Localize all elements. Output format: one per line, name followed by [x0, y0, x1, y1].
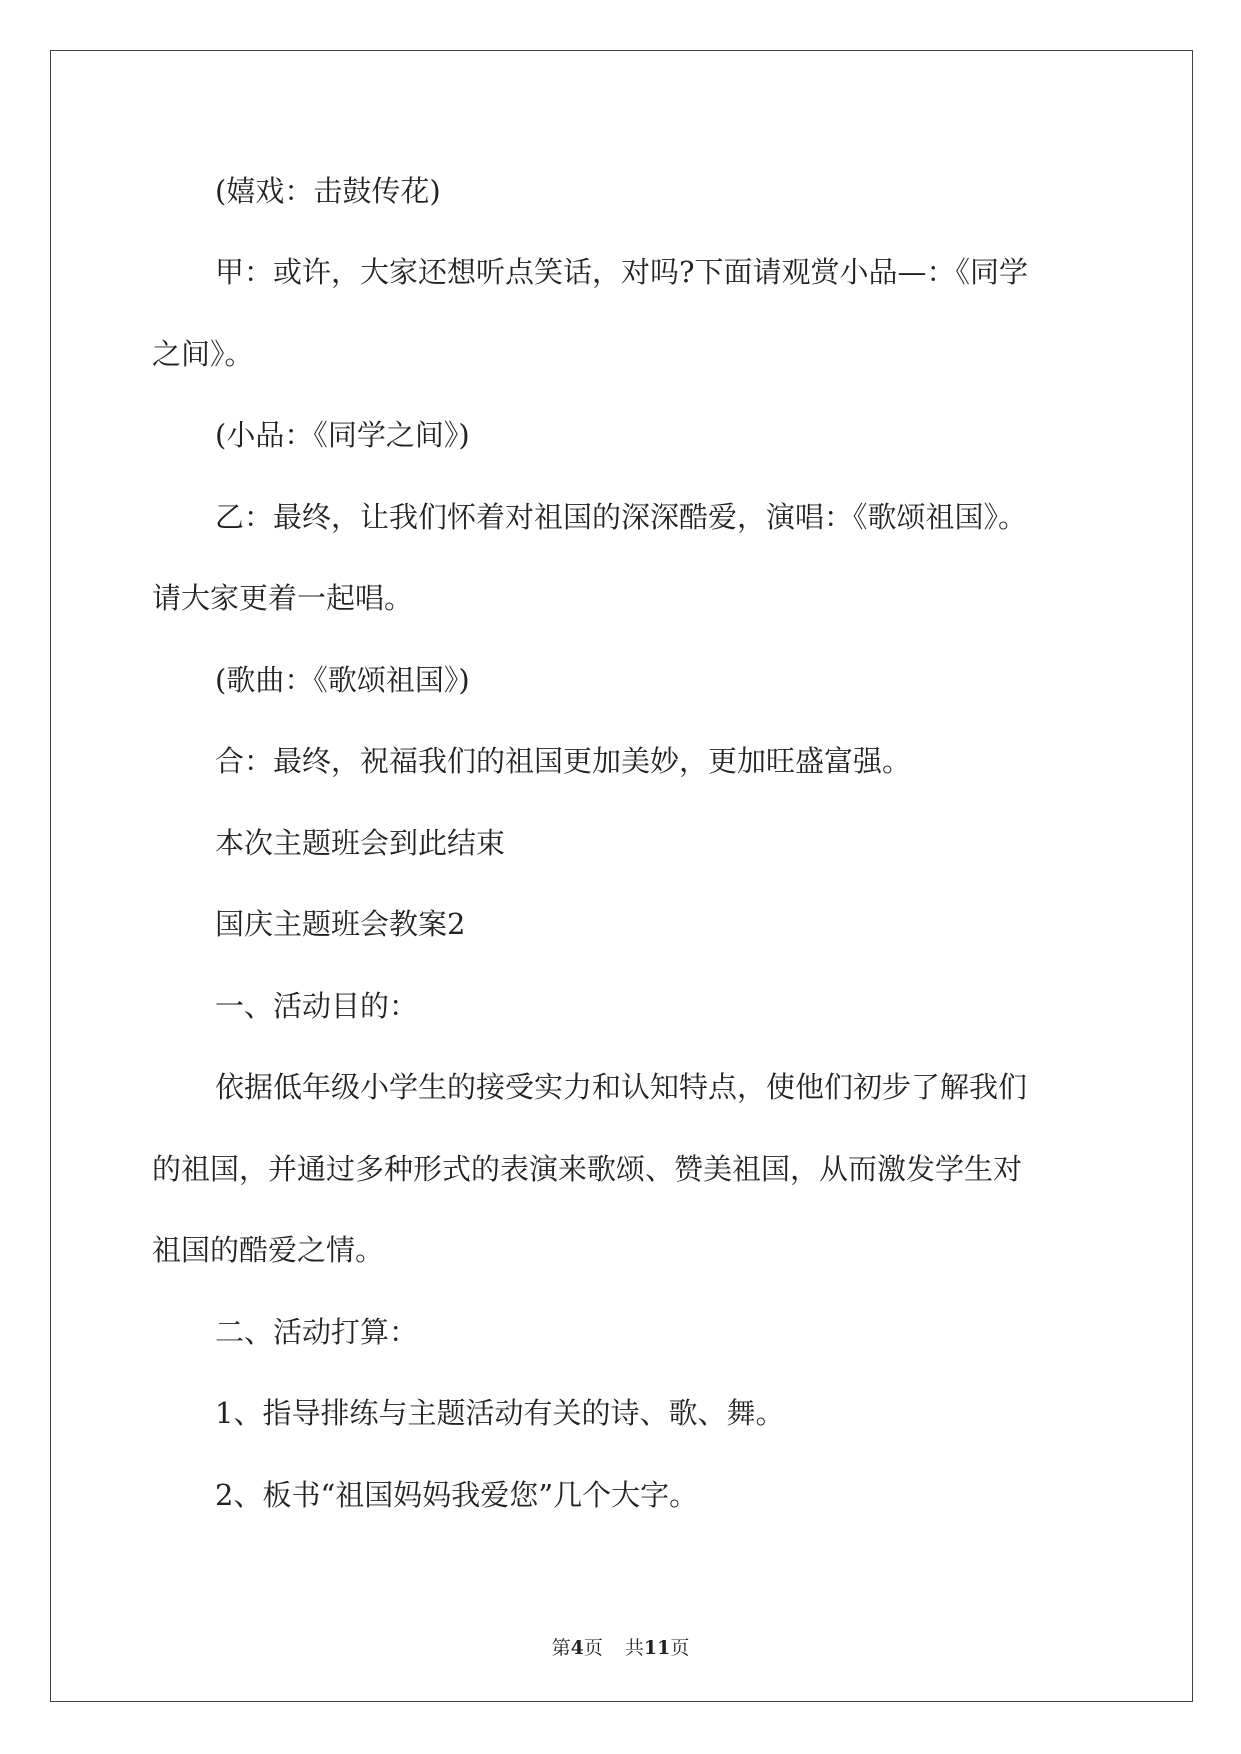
section-subheading: 一、活动目的：: [215, 989, 419, 1023]
paragraph-line: 本次主题班会到此结束: [215, 826, 506, 860]
section-subheading: 二、活动打算：: [215, 1315, 419, 1349]
paragraph-line: 请大家更着一起唱。: [152, 581, 414, 615]
footer-page-suffix: 页: [583, 1637, 603, 1659]
footer-page-prefix: 第: [551, 1637, 571, 1659]
page-footer: [0, 1633, 1241, 1660]
paragraph-line: 祖国的酷爱之情。: [152, 1233, 385, 1267]
paragraph-line: (歌曲：《歌颂祖国》): [215, 663, 470, 697]
list-item: 2、板书“祖国妈妈我爱您”几个大字。: [215, 1478, 699, 1512]
paragraph-line: (嬉戏：击鼓传花): [215, 174, 441, 208]
paragraph-line: 依据低年级小学生的接受实力和认知特点，使他们初步了解我们: [215, 1070, 1028, 1104]
footer-total-prefix: 共: [624, 1637, 644, 1659]
paragraph-line: 甲：或许，大家还想听点笑话，对吗?下面请观赏小品—：《同学: [215, 255, 1029, 289]
section-heading: 国庆主题班会教案2: [215, 907, 466, 941]
footer-total-suffix: 页: [670, 1637, 690, 1659]
footer-total-pages: 11: [643, 1637, 671, 1659]
paragraph-line: 合：最终，祝福我们的祖国更加美妙，更加旺盛富强。: [215, 744, 912, 778]
paragraph-line: 的祖国，并通过多种形式的表演来歌颂、赞美祖国，从而激发学生对: [152, 1152, 1023, 1186]
page-border: [50, 50, 1193, 1702]
footer-page-number: 4: [570, 1637, 584, 1659]
paragraph-line: (小品：《同学之间》): [215, 418, 470, 452]
paragraph-line: 之间》。: [152, 337, 254, 371]
list-item: 1、指导排练与主题活动有关的诗、歌、舞。: [215, 1396, 785, 1430]
paragraph-line: 乙：最终，让我们怀着对祖国的深深酷爱，演唱：《歌颂祖国》。: [215, 500, 1028, 534]
